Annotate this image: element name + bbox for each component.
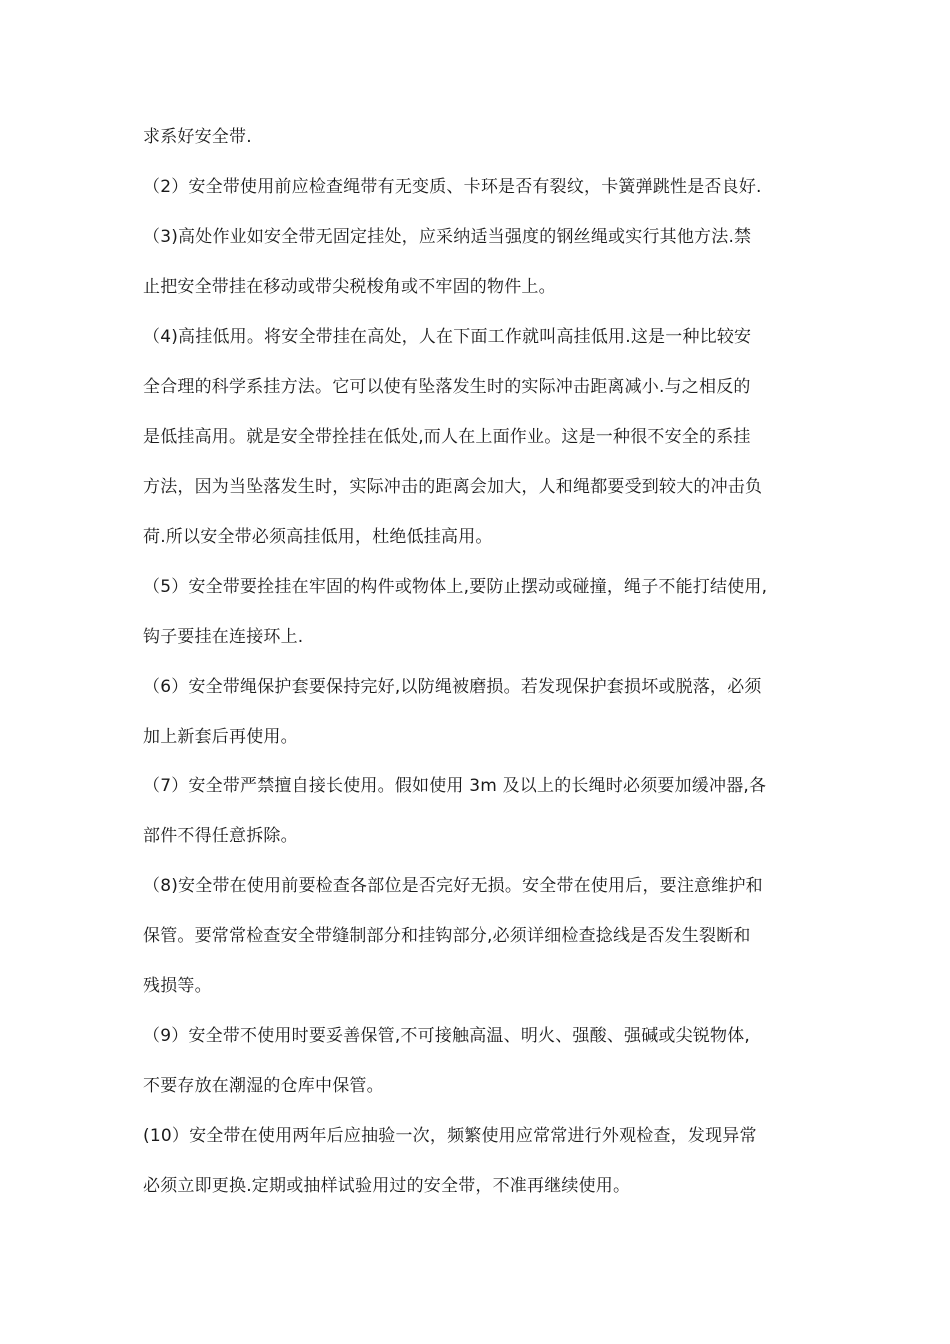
text-line: （3)高处作业如安全带无固定挂处，应采纳适当强度的钢丝绳或实行其他方法.禁 [143, 227, 752, 247]
text-line: 残损等。 [143, 976, 212, 996]
text-line: 方法，因为当坠落发生时，实际冲击的距离会加大，人和绳都要受到较大的冲击负 [143, 477, 763, 497]
text-line: (10）安全带在使用两年后应抽验一次，频繁使用应常常进行外观检查，发现异常 [143, 1126, 757, 1146]
text-line: （5）安全带要拴挂在牢固的构件或物体上,要防止摆动或碰撞，绳子不能打结使用, [143, 577, 768, 597]
text-line: 保管。要常常检查安全带缝制部分和挂钩部分,必须详细检查捻线是否发生裂断和 [143, 926, 751, 946]
text-line: （9）安全带不使用时要妥善保管,不可接触高温、明火、强酸、强碱或尖锐物体, [143, 1026, 751, 1046]
text-line: 必须立即更换.定期或抽样试验用过的安全带，不准再继续使用。 [143, 1176, 631, 1196]
text-line: （8)安全带在使用前要检查各部位是否完好无损。安全带在使用后，要注意维护和 [143, 876, 763, 896]
text-line: 止把安全带挂在移动或带尖税梭角或不牢固的物件上。 [143, 277, 556, 297]
text-line: （2）安全带使用前应检查绳带有无变质、卡环是否有裂纹，卡簧弹跳性是否良好. [143, 177, 762, 197]
text-line: 全合理的科学系挂方法。它可以使有坠落发生时的实际冲击距离减小.与之相反的 [143, 377, 751, 397]
text-line: 不要存放在潮湿的仓库中保管。 [143, 1076, 384, 1096]
text-line: （6）安全带绳保护套要保持完好,以防绳被磨损。若发现保护套损坏或脱落，必须 [143, 677, 762, 697]
text-line: 部件不得任意拆除。 [143, 826, 298, 846]
text-line: （7）安全带严禁擅自接长使用。假如使用 3m 及以上的长绳时必须要加缓冲器,各 [143, 776, 767, 796]
text-line: 求系好安全带. [143, 127, 252, 147]
text-line: 是低挂高用。就是安全带拴挂在低处,而人在上面作业。这是一种很不安全的系挂 [143, 427, 751, 447]
text-line: （4)高挂低用。将安全带挂在高处，人在下面工作就叫高挂低用.这是一种比较安 [143, 327, 752, 347]
text-line: 加上新套后再使用。 [143, 727, 298, 747]
text-line: 荷.所以安全带必须高挂低用，杜绝低挂高用。 [143, 527, 493, 547]
text-line: 钩子要挂在连接环上. [143, 627, 304, 647]
